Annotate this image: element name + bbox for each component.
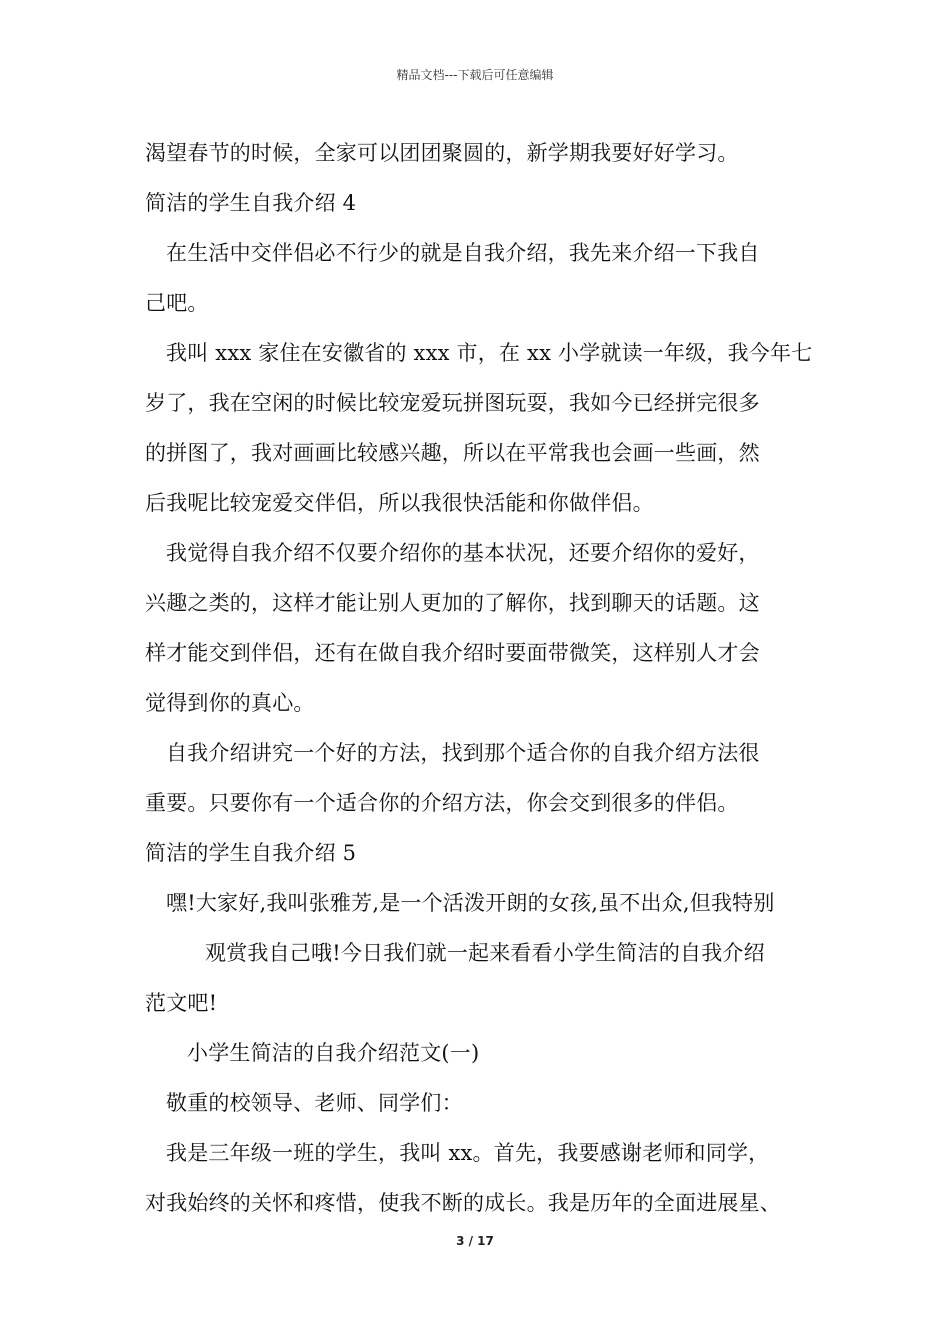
subsection-heading: 小学生简洁的自我介绍范文(一) bbox=[187, 1041, 480, 1065]
paragraph-line: 兴趣之类的，这样才能让别人更加的了解你，找到聊天的话题。这 bbox=[145, 591, 760, 615]
page-header: 精品文档---下载后可任意编辑 bbox=[396, 68, 554, 82]
paragraph-line: 渴望春节的时候，全家可以团团聚圆的，新学期我要好好学习。 bbox=[145, 141, 739, 165]
paragraph-line: 的拼图了，我对画画比较感兴趣，所以在平常我也会画一些画，然 bbox=[145, 441, 760, 465]
paragraph-line: 样才能交到伴侣，还有在做自我介绍时要面带微笑，这样别人才会 bbox=[145, 641, 760, 665]
paragraph-line: 己吧。 bbox=[145, 291, 209, 315]
paragraph-line: 我觉得自我介绍不仅要介绍你的基本状况，还要介绍你的爱好， bbox=[166, 541, 760, 565]
paragraph-line: 嘿!大家好,我叫张雅芳,是一个活泼开朗的女孩,虽不出众,但我特别 bbox=[166, 891, 775, 915]
page-number: 3 / 17 bbox=[456, 1234, 494, 1248]
section-heading: 简洁的学生自我介绍 5 bbox=[145, 841, 357, 865]
paragraph-line: 在生活中交伴侣必不行少的就是自我介绍，我先来介绍一下我自 bbox=[166, 241, 760, 265]
section-heading: 简洁的学生自我介绍 4 bbox=[145, 191, 357, 215]
paragraph-line: 敬重的校领导、老师、同学们： bbox=[166, 1091, 463, 1115]
paragraph-line: 我叫 xxx 家住在安徽省的 xxx 市，在 xx 小学就读一年级，我今年七 bbox=[166, 341, 813, 365]
paragraph-line: 后我呢比较宠爱交伴侣，所以我很快活能和你做伴侣。 bbox=[145, 491, 654, 515]
paragraph-line: 觉得到你的真心。 bbox=[145, 691, 315, 715]
paragraph-line: 观赏我自己哦!今日我们就一起来看看小学生简洁的自我介绍 bbox=[205, 941, 765, 965]
paragraph-line: 重要。只要你有一个适合你的介绍方法，你会交到很多的伴侣。 bbox=[145, 791, 739, 815]
paragraph-line: 我是三年级一班的学生，我叫 xx。首先，我要感谢老师和同学， bbox=[166, 1141, 770, 1165]
paragraph-line: 岁了，我在空闲的时候比较宠爱玩拼图玩耍，我如今已经拼完很多 bbox=[145, 391, 760, 415]
paragraph-line: 自我介绍讲究一个好的方法，找到那个适合你的自我介绍方法很 bbox=[166, 741, 760, 765]
paragraph-line: 范文吧! bbox=[145, 991, 218, 1015]
paragraph-line: 对我始终的关怀和疼惜，使我不断的成长。我是历年的全面进展星、 bbox=[145, 1191, 781, 1215]
document-body bbox=[145, 128, 825, 1228]
